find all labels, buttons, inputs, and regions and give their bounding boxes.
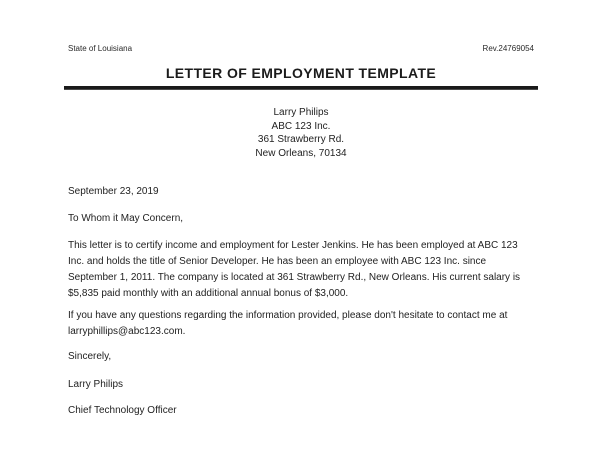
recipient-block: [68, 106, 534, 160]
recipient-city-zip: New Orleans, 70134: [255, 147, 347, 159]
signature-name: Larry Philips: [68, 379, 124, 390]
title-rule-divider: [64, 86, 538, 90]
recipient-street: 361 Strawberry Rd.: [257, 134, 345, 145]
closing: Sincerely,: [68, 351, 112, 362]
document-meta-row: [68, 44, 534, 54]
revision-number: Rev.24769054: [482, 44, 534, 53]
state-label: State of Louisiana: [68, 44, 133, 53]
body-paragraph-employment-details: This letter is to certify income and employment for Lester Jenkins. He has been employed at ABC 123 Inc. and holds the title of Senior Developer. He has been an employee with ABC 123 Inc. since September 1, 2011. The company is located at 361 Strawberry Rd., New Orleans. His current salary is $5,835 paid monthly with an additional annual bonus of $3,000.: [68, 240, 521, 299]
body-paragraph-contact-info: If you have any questions regarding the information provided, please don't hesitate to contact me at larryphillips@abc123.com.: [68, 310, 508, 337]
letter-date: September 23, 2019: [68, 186, 159, 197]
salutation: To Whom it May Concern,: [68, 213, 184, 224]
recipient-name: Larry Philips: [273, 107, 329, 118]
signature-title: Chief Technology Officer: [68, 405, 177, 416]
recipient-company: ABC 123 Inc.: [271, 120, 331, 132]
document-title: LETTER OF EMPLOYMENT TEMPLATE: [165, 65, 437, 81]
